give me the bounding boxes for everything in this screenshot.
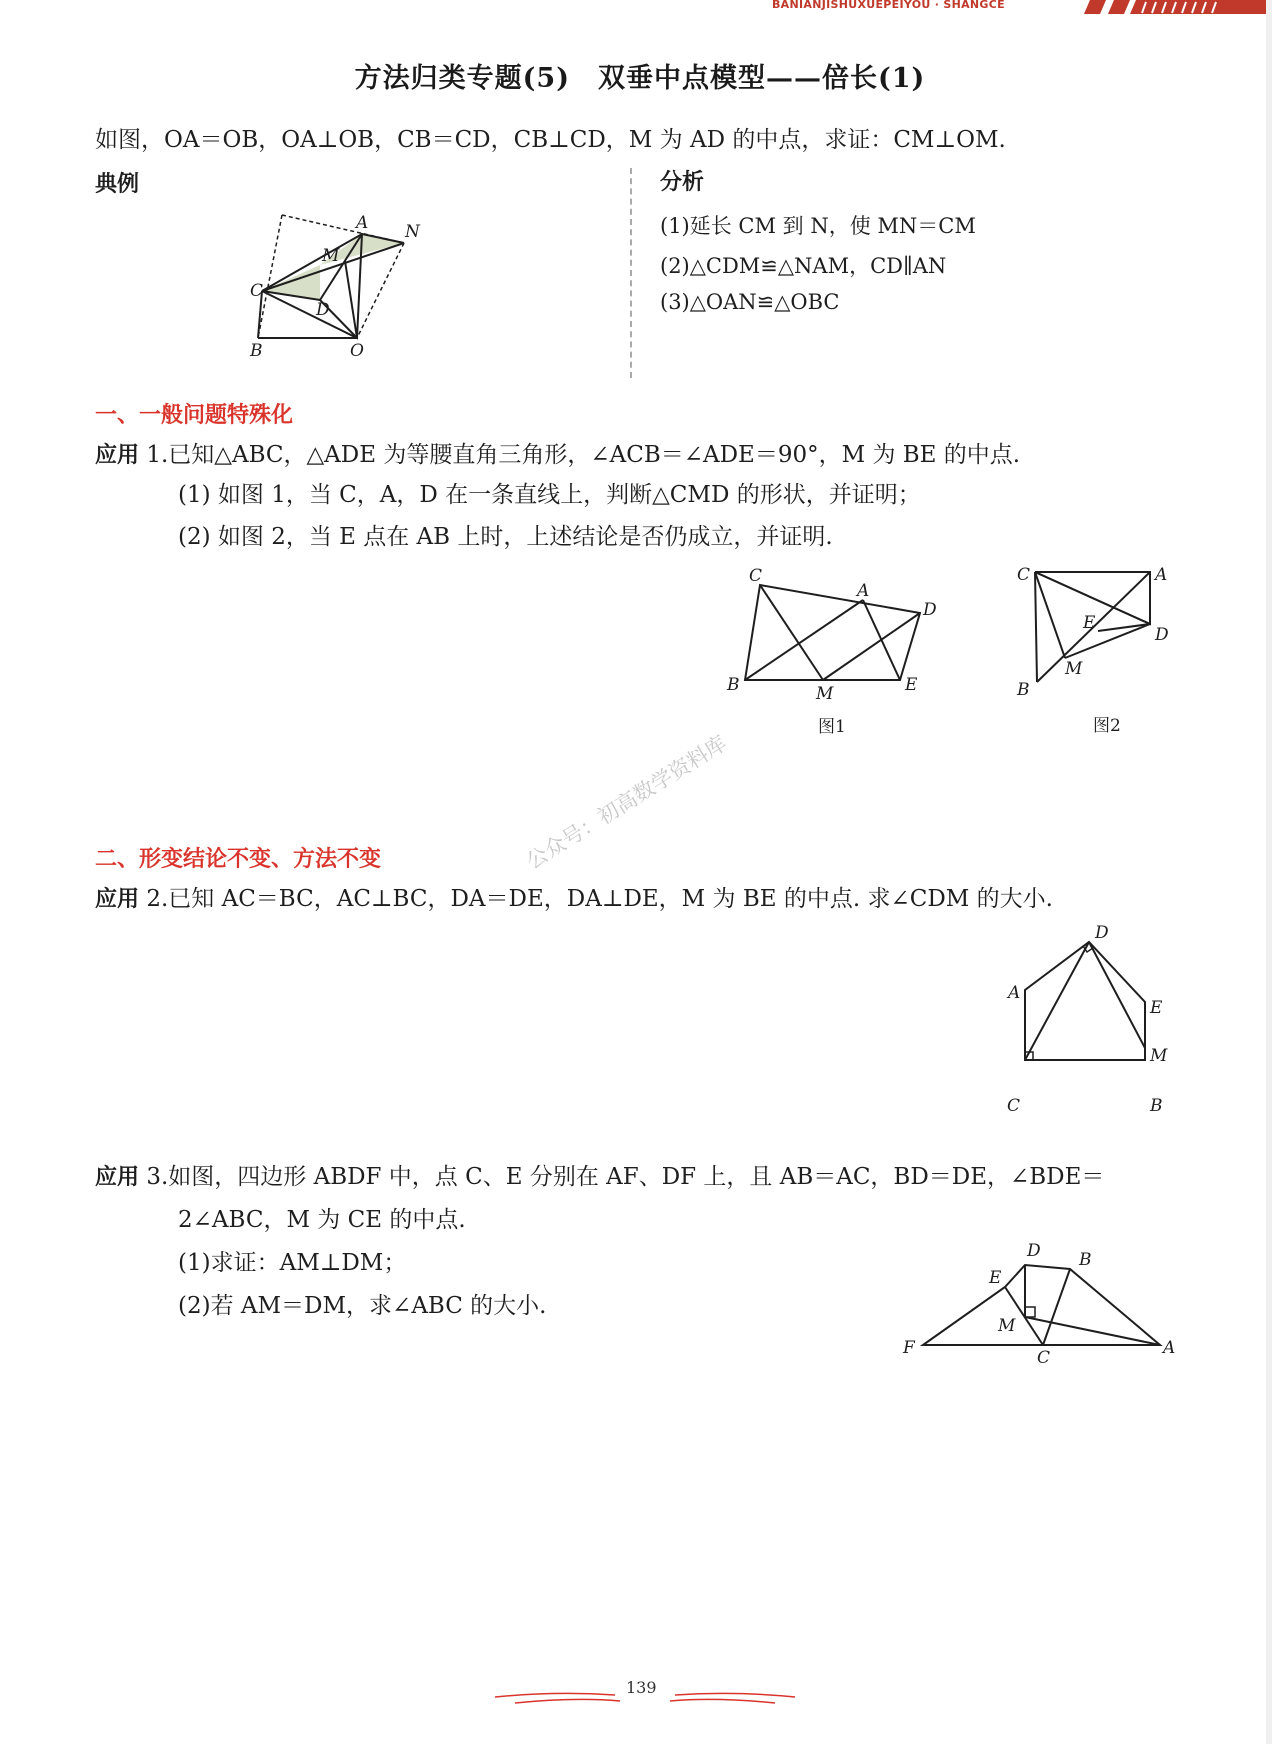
figure-application-2 (995, 920, 1185, 1120)
label-F: F (903, 1338, 915, 1358)
label-B: B (727, 675, 740, 695)
application-label: 应用 (95, 443, 140, 468)
figure-1-caption: 图1 (818, 717, 846, 737)
label-C: C (1007, 1096, 1021, 1116)
application-3-problem (95, 1162, 1104, 1193)
analysis-line-1: (1)延长 CM 到 N，使 MN＝CM (660, 214, 976, 238)
label-E: E (989, 1268, 1002, 1288)
label-M: M (322, 246, 340, 266)
application-1-part-1: (1) 如图 1，当 C，A，D 在一条直线上，判断△CMD 的形状，并证明； (178, 482, 921, 508)
section-heading-2: 二、形变结论不变、方法不变 (95, 847, 382, 872)
label-C: C (1037, 1348, 1051, 1368)
example-label: 典例 (95, 172, 140, 197)
series-header-text: BANIANJISHUXUEPEIYOU · SHANGCE (772, 0, 1005, 11)
label-M: M (1150, 1046, 1168, 1066)
label-M: M (998, 1316, 1016, 1336)
watermark: 公众号：初高数学资料库 (522, 730, 731, 874)
label-C: C (250, 281, 264, 301)
page-edge (1266, 0, 1272, 1744)
application-label: 应用 (95, 1165, 140, 1190)
header-band (0, 0, 1280, 16)
label-C: C (749, 566, 763, 586)
label-D: D (1095, 923, 1109, 943)
label-B: B (1150, 1096, 1163, 1116)
label-D: D (316, 300, 330, 320)
label-D: D (923, 600, 937, 620)
application-1-problem (95, 440, 1020, 471)
page-title: 方法归类专题(5) 双垂中点模型——倍长(1) (354, 63, 926, 94)
label-E: E (1150, 998, 1163, 1018)
application-2-problem (95, 884, 1053, 915)
section-heading-1: 一、一般问题特殊化 (95, 403, 294, 428)
label-A: A (356, 213, 369, 233)
label-D: D (1155, 625, 1169, 645)
label-E: E (905, 675, 918, 695)
figure-2 (1005, 562, 1185, 734)
analysis-label: 分析 (660, 170, 705, 195)
label-B: B (1017, 680, 1030, 700)
page-number: 139 (626, 1678, 657, 1697)
application-1-part-2: (2) 如图 2，当 E 点在 AB 上时，上述结论是否仍成立，并证明. (178, 524, 833, 550)
label-M: M (816, 684, 834, 704)
figure-1 (715, 565, 935, 735)
application-3-part-1: (1)求证：AM⊥DM； (178, 1250, 407, 1276)
header-stripes-decoration (1070, 0, 1266, 16)
application-3-part-2: (2)若 AM＝DM，求∠ABC 的大小. (178, 1293, 547, 1319)
analysis-line-2: (2)△CDM≌△NAM，CD∥AN (660, 254, 947, 278)
application-3-statement: 3.如图，四边形 ABDF 中，点 C、E 分别在 AF、DF 上，且 AB＝AC，BD＝DE，∠BDE＝ (146, 1164, 1105, 1190)
application-label: 应用 (95, 887, 140, 912)
label-D: D (1027, 1241, 1041, 1261)
label-N: N (405, 222, 420, 242)
application-1-statement: 1.已知△ABC，△ADE 为等腰直角三角形，∠ACB＝∠ADE＝90°，M 为 BE 的中点. (146, 442, 1021, 468)
application-3-statement-cont: 2∠ABC，M 为 CE 的中点. (178, 1207, 466, 1233)
figure-2-caption: 图2 (1093, 716, 1121, 736)
figure-application-3 (895, 1235, 1185, 1368)
label-M: M (1065, 659, 1083, 679)
intro-problem: 如图，OA＝OB，OA⊥OB，CB＝CD，CB⊥CD，M 为 AD 的中点，求证：CM⊥OM. (95, 127, 1006, 153)
example-figure (240, 205, 440, 365)
label-A: A (857, 581, 870, 601)
label-O: O (350, 341, 364, 361)
analysis-line-3: (3)△OAN≌△OBC (660, 290, 840, 314)
label-C: C (1017, 565, 1031, 585)
application-2-statement: 2.已知 AC＝BC，AC⊥BC，DA＝DE，DA⊥DE，M 为 BE 的中点. 求∠CDM 的大小. (146, 886, 1053, 912)
label-B: B (1079, 1250, 1092, 1270)
column-divider (630, 168, 632, 378)
label-B: B (250, 341, 263, 361)
label-A: A (1008, 983, 1021, 1003)
label-E: E (1083, 613, 1096, 633)
label-A: A (1163, 1338, 1176, 1358)
label-A: A (1155, 565, 1168, 585)
